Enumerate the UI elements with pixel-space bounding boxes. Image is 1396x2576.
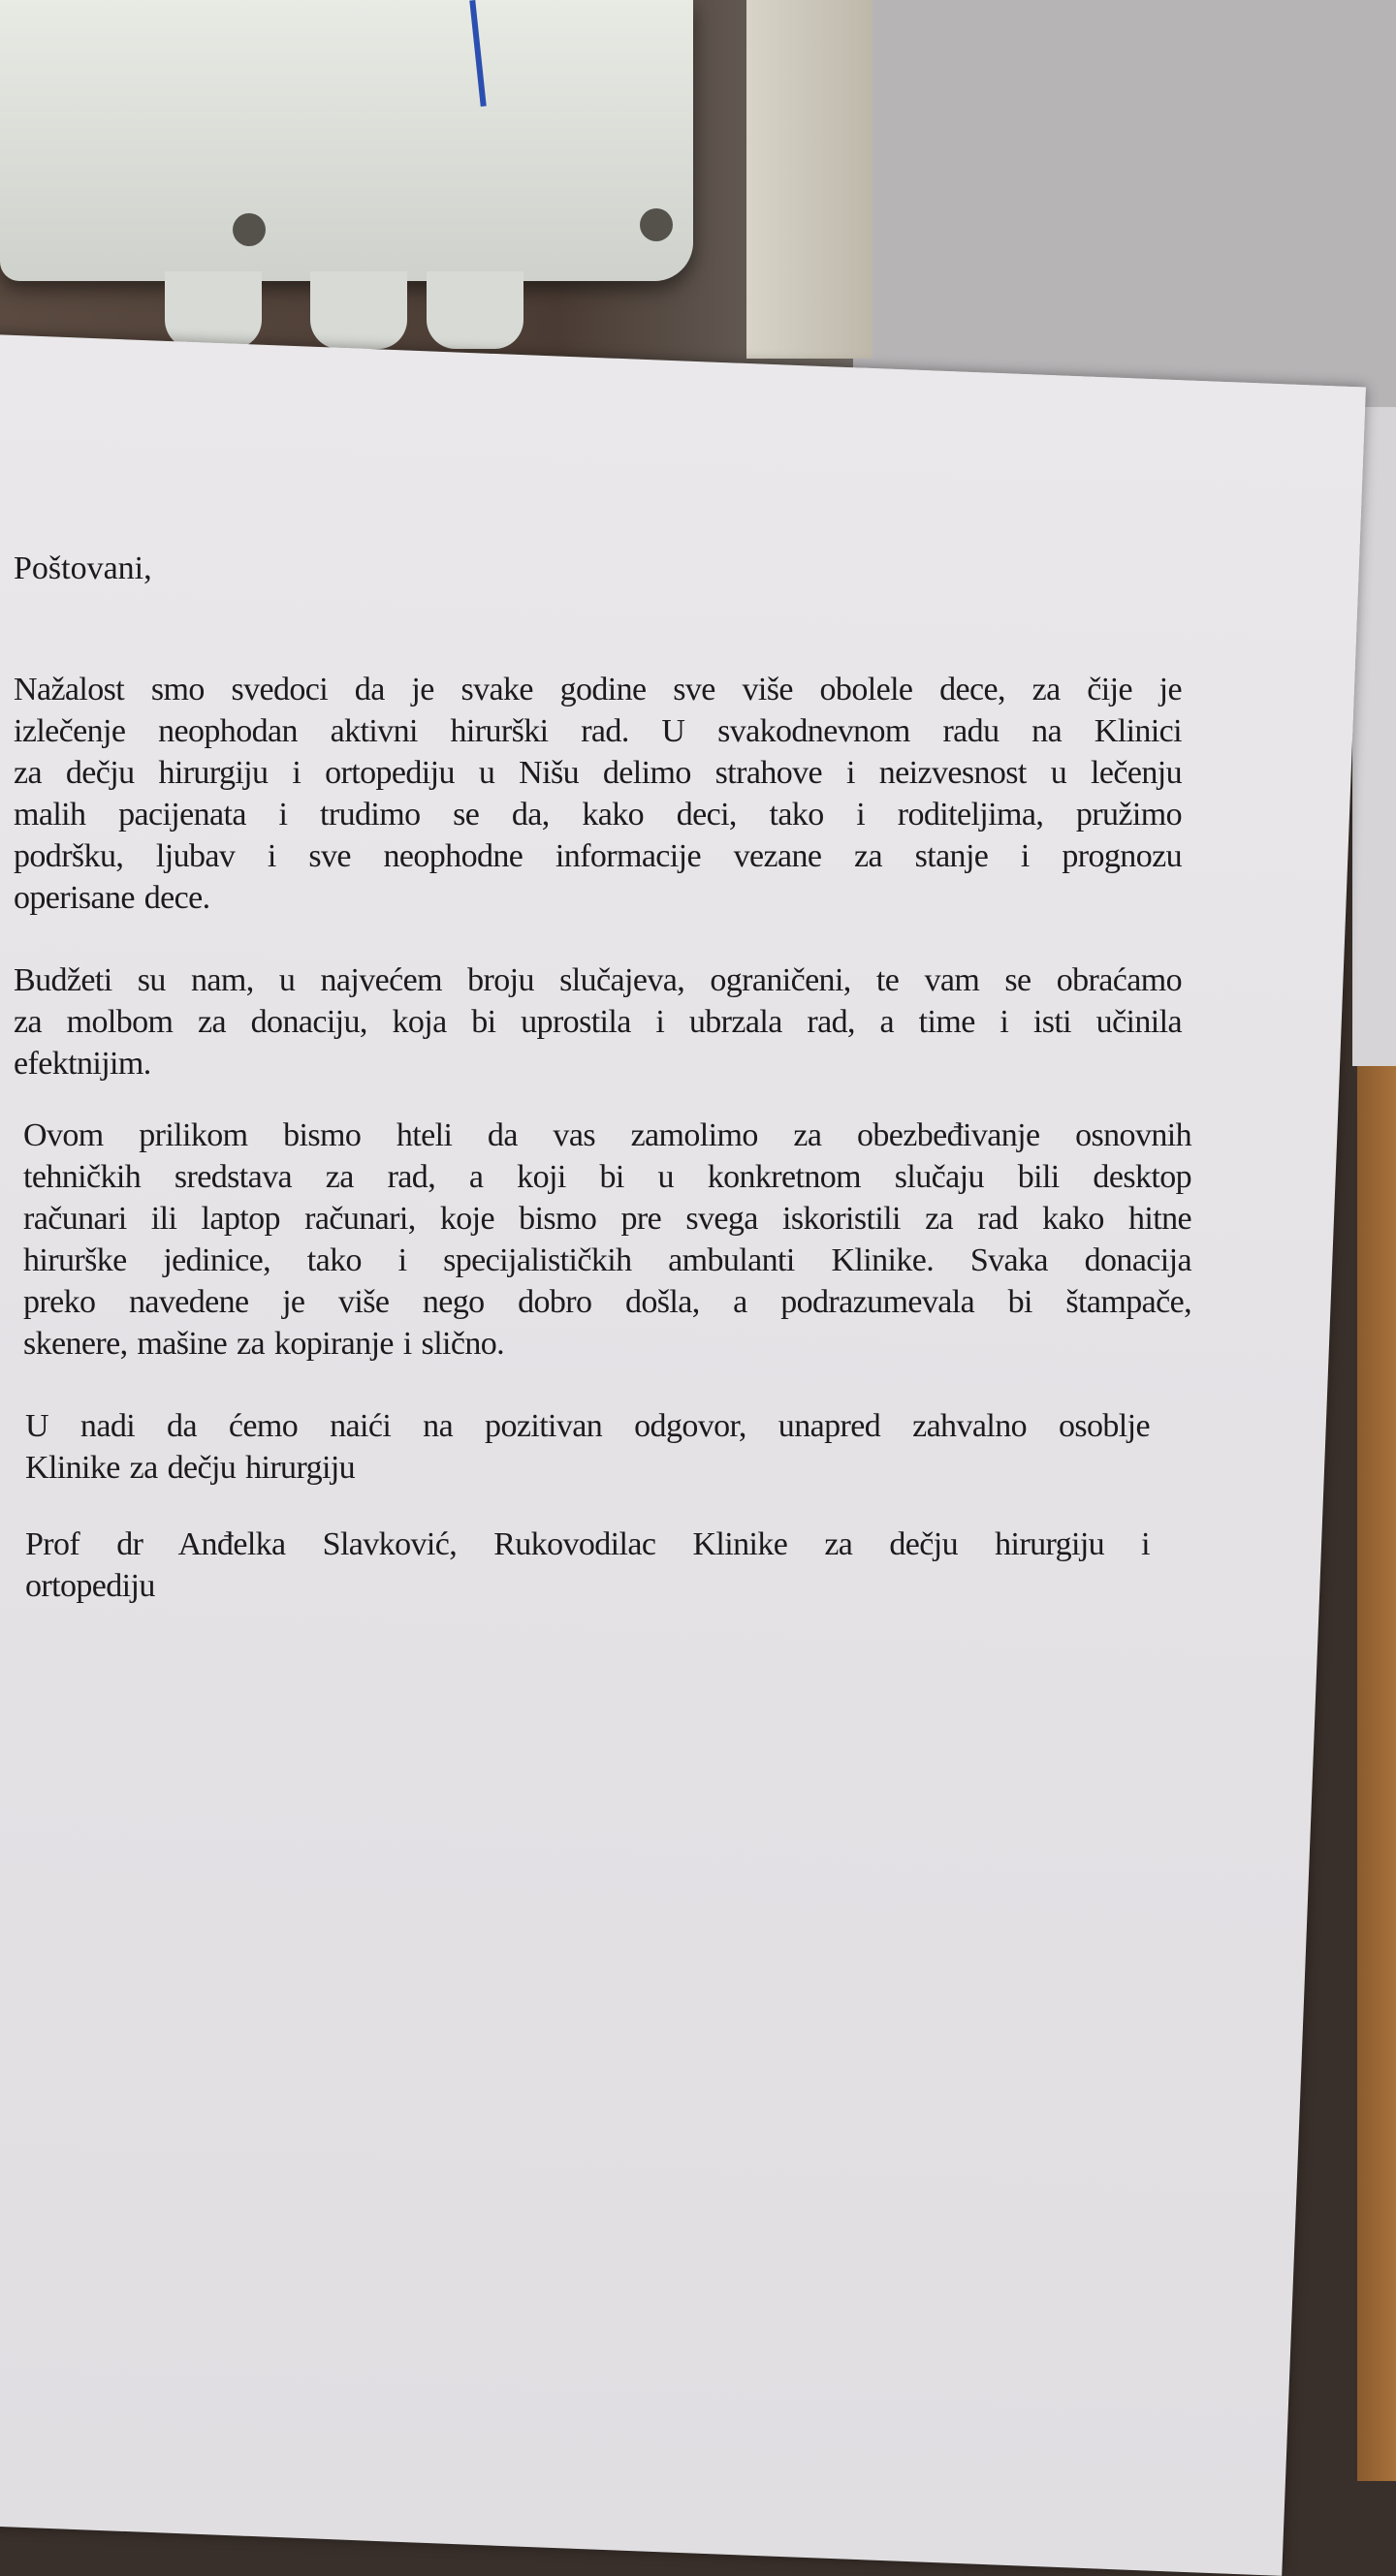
letter [14,0,1396,2481]
text-line: efektnijim. [14,1046,151,1082]
text-line: skenere, mašine za kopiranje i slično. [23,1326,505,1362]
text-line: Nažalost smo svedoci da je svake godine sve više obolele dece, za čije je [14,672,1182,707]
text-line: U nadi da ćemo naići na pozitivan odgovor, unapred zahvalno osoblje [25,1408,1150,1444]
text-line: Budžeti su nam, u najvećem broju slučajeva, ograničeni, te vam se obraćamo [14,962,1182,998]
text-line: izlečenje neophodan aktivni hirurški rad. U svakodnevnom radu na Klinici [14,713,1182,749]
greeting: Poštovani, [14,550,152,586]
text-line: malih pacijenata i trudimo se da, kako deci, tako i roditeljima, pružimo [14,797,1182,832]
text-line: Klinike za dečju hirurgiju [25,1450,356,1486]
text-line: ortopediju [25,1568,155,1604]
text-line: preko navedene je više nego dobro došla, a podrazumevala bi štampače, [23,1284,1191,1320]
text-line: tehničkih sredstava za rad, a koji bi u konkretnom slučaju bili desktop [23,1159,1191,1195]
text-line: Prof dr Anđelka Slavković, Rukovodilac Klinike za dečju hirurgiju i [25,1526,1150,1562]
text-line: Ovom prilikom bismo hteli da vas zamolimo za obezbeđivanje osnovnih [23,1117,1191,1153]
text-line: hirurške jedinice, tako i specijalističkih ambulanti Klinike. Svaka donacija [23,1242,1191,1278]
text-line: za dečju hirurgiju i ortopediju u Nišu delimo strahove i neizvesnost u lečenju [14,755,1182,791]
text-line: računari ili laptop računari, koje bismo pre svega iskoristili za rad kako hitne [23,1201,1191,1237]
text-line: operisane dece. [14,880,210,916]
text-line: podršku, ljubav i sve neophodne informacije vezane za stanje i prognozu [14,838,1182,874]
text-line: za molbom za donaciju, koja bi uprostila i ubrzala rad, a time i isti učinila [14,1004,1182,1040]
